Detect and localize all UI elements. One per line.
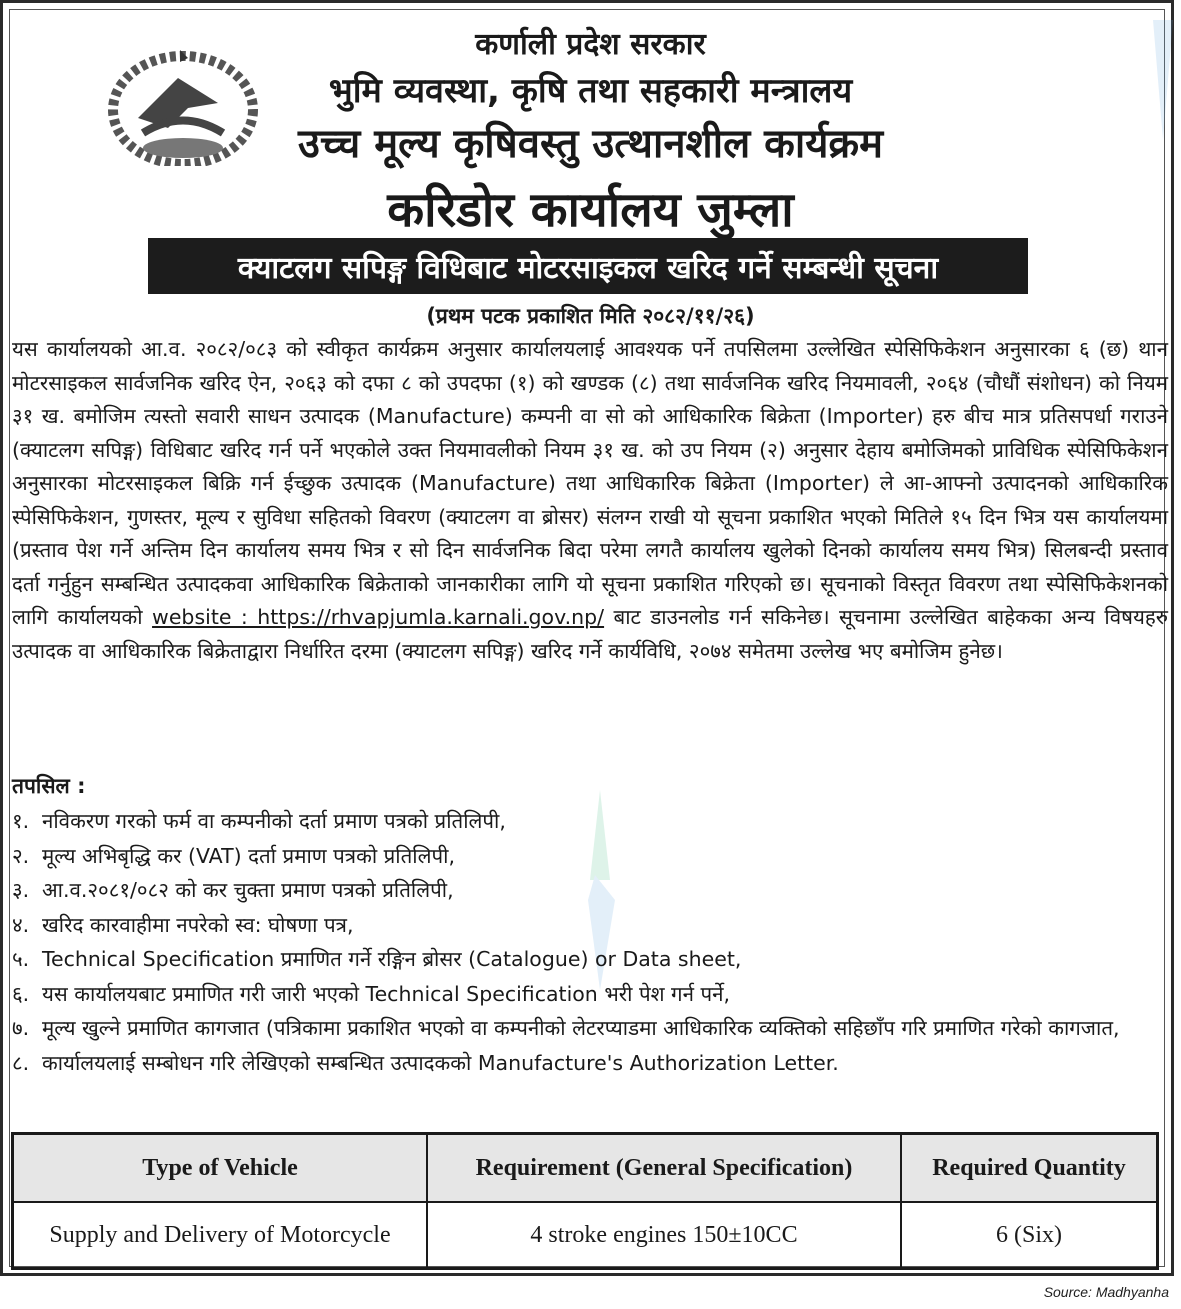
cell-requirement: 4 stroke engines 150±10CC xyxy=(427,1202,901,1269)
header-type-of-vehicle: Type of Vehicle xyxy=(13,1134,428,1203)
website-link[interactable]: website : https://rhvapjumla.karnali.gov.np/ xyxy=(152,605,605,629)
list-item xyxy=(12,942,1168,977)
ministry-heading: भुमि व्यवस्था, कृषि तथा सहकारी मन्त्रालय xyxy=(328,71,853,111)
list-item xyxy=(12,804,1168,839)
list-item xyxy=(12,908,1168,943)
list-item-text: आ.व.२०८१/०८२ को कर चुक्ता प्रमाण पत्रको प्रतिलिपी, xyxy=(42,878,454,902)
list-item-text: खरिद कारवाहीमा नपरेको स्व: घोषणा पत्र, xyxy=(42,912,354,937)
cell-vehicle-type: Supply and Delivery of Motorcycle xyxy=(13,1202,428,1269)
office-heading: करिडोर कार्यालय जुम्ला xyxy=(387,182,794,238)
list-item-text: मूल्य अभिबृद्धि कर (VAT) दर्ता प्रमाण पत्रको प्रतिलिपी, xyxy=(42,843,455,868)
list-item xyxy=(12,839,1168,874)
source-credit: Source: Madhyanha xyxy=(1043,1284,1169,1300)
list-item-text: नविकरण गरको फर्म वा कम्पनीको दर्ता प्रमाण पत्रको प्रतिलिपी, xyxy=(42,809,506,833)
list-item xyxy=(12,873,1168,908)
list-item-number: १. xyxy=(12,809,30,833)
list-item-text: मूल्य खुल्ने प्रमाणित कागजात (पत्रिकामा प्रकाशित भएको वा कम्पनीको लेटरप्याडमा आधिकारिक व्यक्तिको सहिछाँप गरि प्रमाणित गरेको कागजात, xyxy=(42,1016,1120,1040)
cell-quantity: 6 (Six) xyxy=(901,1202,1158,1269)
table-row xyxy=(13,1202,1158,1269)
notice-title: क्याटलग सपिङ्ग विधिबाट मोटरसाइकल खरिद गर्ने सम्बन्धी सूचना xyxy=(237,250,939,286)
annex-title: तपसिल : xyxy=(12,774,86,798)
list-item-number: ३. xyxy=(12,878,30,902)
notice-title-banner xyxy=(148,238,1028,294)
list-item-text: Technical Specification प्रमाणित गर्ने रङ्गिन ब्रोसर (Catalogue) or Data sheet, xyxy=(42,947,742,971)
province-government-heading: कर्णाली प्रदेश सरकार xyxy=(475,27,706,62)
body-text-part2: बाट डाउनलोड गर्न सकिनेछ। सूचनामा उल्लेखित बाहेकका अन्य विषयहरु उत्पादक वा आधिकारिक बिक्रेताद्वारा निर्धारित दरमा (क्याटलग सपिङ्ग) खरिद गर्ने कार्यविधि, २०७४ समेतमा उल्लेख भए बमोजिम हुनेछ। xyxy=(12,605,1168,663)
header-required-quantity: Required Quantity xyxy=(901,1134,1158,1203)
list-item xyxy=(12,1046,1168,1081)
published-date: (प्रथम पटक प्रकाशित मिति २०८२/११/२६) xyxy=(426,304,755,328)
list-item-number: ५. xyxy=(12,947,30,971)
list-item-number: ४. xyxy=(12,912,30,937)
list-item xyxy=(12,977,1168,1012)
list-item-text: यस कार्यालयबाट प्रमाणित गरी जारी भएको Technical Specification भरी पेश गर्न पर्ने, xyxy=(42,981,731,1006)
vehicle-spec-table xyxy=(11,1132,1159,1270)
list-item-text: कार्यालयलाई सम्बोधन गरि लेखिएको सम्बन्धित उत्पादकको Manufacture's Authorization Letter. xyxy=(42,1050,839,1075)
header-requirement: Requirement (General Specification) xyxy=(427,1134,901,1203)
program-heading: उच्च मूल्य कृषिवस्तु उत्थानशील कार्यक्रम xyxy=(297,121,884,167)
notice-body-paragraph xyxy=(12,333,1168,668)
table-header-row xyxy=(13,1134,1158,1203)
list-item-number: ८. xyxy=(12,1050,30,1075)
list-item-number: ६. xyxy=(12,981,30,1006)
list-item-number: २. xyxy=(12,843,30,868)
body-text-part1: यस कार्यालयको आ.व. २०८२/०८३ को स्वीकृत कार्यक्रम अनुसार कार्यालयलाई आवश्यक पर्ने तपसिलमा उल्लेखित स्पेसिफिकेशन अनुसारका ६ (छ) थान मोटरसाइकल सार्वजनिक खरिद ऐन, २०६३ को दफा ८ को उपदफा (१) को खण्डक (८) तथा सार्वजनिक खरिद नियमावली, २०६४ (चौधौं संशोधन) को नियम ३१ ख. बमोजिम त्यस्तो सवारी साधन उत्पादक (Manufacture) कम्पनी वा सो को आधिकारिक बिक्रेता (Importer) हरु बीच मात्र प्रतिसपर्धा गराउने (क्याटलग सपिङ्ग) विधिबाट खरिद गर्न पर्ने भएकोले उक्त नियमावलीको नियम ३१ ख. को उप नियम (२) अनुसार देहाय बमोजिमको प्राविधिक स्पेसिफिकेशन अनुसारका मोटरसाइकल बिक्रि गर्न ईच्छुक उत्पादक (Manufacture) तथा आधिकारिक बिक्रेता (Importer) ले आ-आफ्नो उत्पादनको आधिकारिक स्पेसिफिकेशन, गुणस्तर, मूल्य र सुविधा सहितको विवरण (क्याटलग वा ब्रोसर) संलग्न राखी यो सूचना प्रकाशित भएको मितिले १५ दिन भित्र यस कार्यालयमा (प्रस्ताव पेश गर्ने अन्तिम दिन कार्यालय समय भित्र र सो दिन सार्वजनिक बिदा परेमा लगतै कार्यालय खुलेको दिनको कार्यालय समय भित्र) सिलबन्दी प्रस्ताव दर्ता गर्नुहुन सम्बन्धित उत्पादकवा आधिकारिक बिक्रेताको जानकारीका लागि यो सूचना प्रकाशित गरिएको छ। सूचनाको विस्तृत विवरण तथा स्पेसिफिकेशनको लागि कार्यालयको xyxy=(12,337,1168,629)
annex-requirements-list xyxy=(12,804,1168,1080)
list-item-number: ७. xyxy=(12,1016,30,1040)
list-item xyxy=(12,1011,1168,1046)
